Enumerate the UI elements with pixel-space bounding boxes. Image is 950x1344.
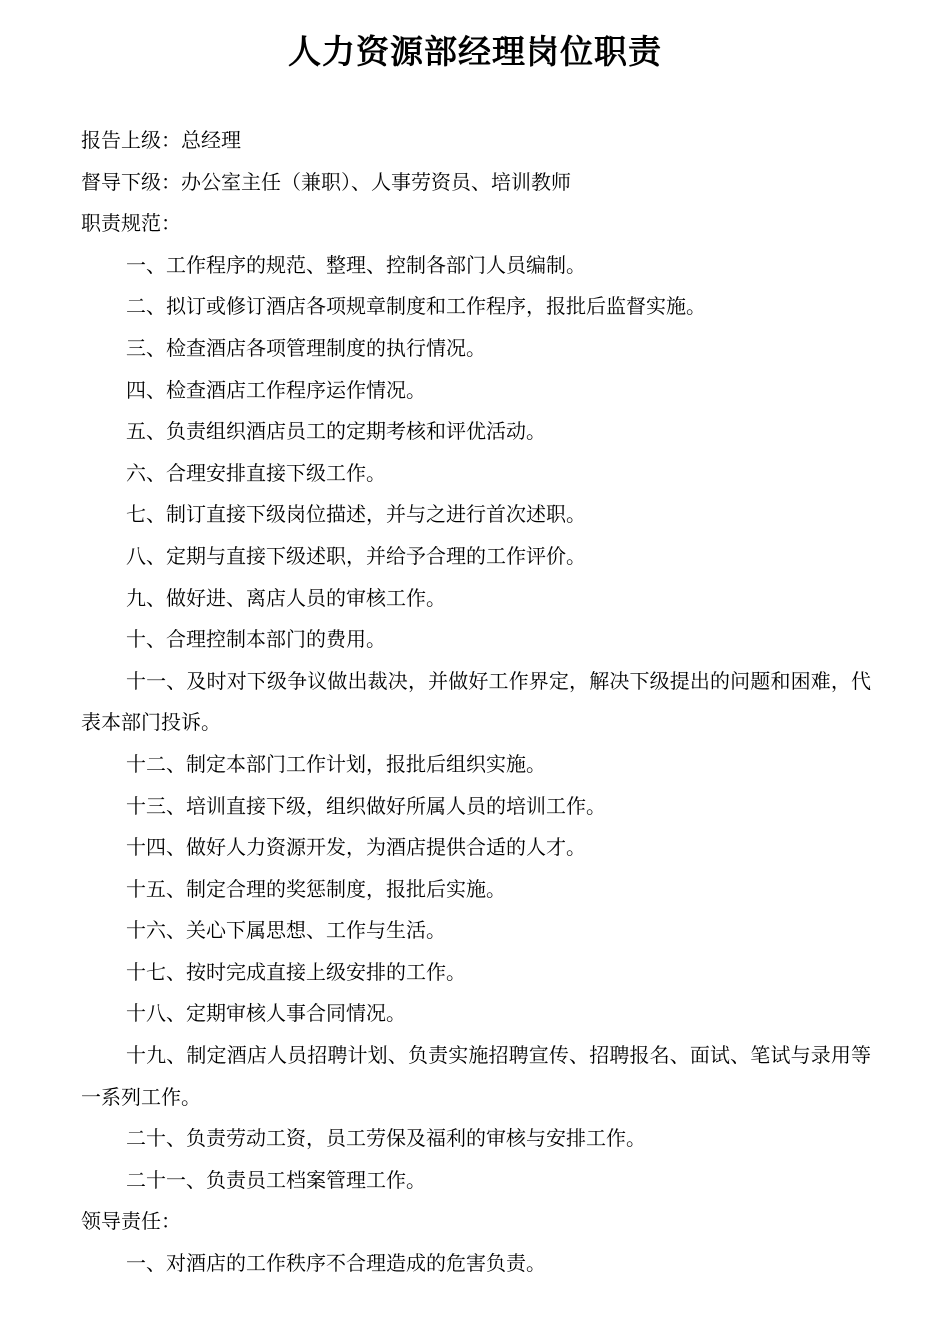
document-title: 人力资源部经理岗位职责 — [288, 32, 662, 71]
duty-item: 十、合理控制本部门的费用。 — [126, 627, 386, 652]
duty-item: 十八、定期审核人事合同情况。 — [126, 1001, 406, 1026]
duty-item: 十三、培训直接下级，组织做好所属人员的培训工作。 — [126, 793, 606, 818]
duty-item: 三、检查酒店各项管理制度的执行情况。 — [126, 335, 486, 360]
duty-item: 二十一、负责员工档案管理工作。 — [126, 1167, 426, 1192]
duties-heading: 职责规范： — [81, 211, 181, 236]
leadership-heading: 领导责任： — [81, 1209, 181, 1234]
duty-item: 二十、负责劳动工资，员工劳保及福利的审核与安排工作。 — [126, 1126, 646, 1151]
duty-item: 十一、及时对下级争议做出裁决，并做好工作界定，解决下级提出的问题和困难，代表本部门投诉。 — [81, 668, 871, 735]
duty-item: 十五、制定合理的奖惩制度，报批后实施。 — [126, 876, 506, 901]
duty-item: 八、定期与直接下级述职，并给予合理的工作评价。 — [126, 543, 586, 568]
duty-item: 十六、关心下属思想、工作与生活。 — [126, 918, 446, 943]
duty-item: 五、负责组织酒店员工的定期考核和评优活动。 — [126, 419, 546, 444]
duty-item: 二、拟订或修订酒店各项规章制度和工作程序，报批后监督实施。 — [126, 294, 706, 319]
duty-item: 一、工作程序的规范、整理、控制各部门人员编制。 — [126, 252, 586, 277]
report-to-line: 报告上级：总经理 — [81, 128, 241, 152]
supervise-line: 督导下级：办公室主任（兼职）、人事劳资员、培训教师 — [81, 169, 571, 194]
duty-item: 十二、制定本部门工作计划，报批后组织实施。 — [126, 751, 546, 776]
duty-item: 七、制订直接下级岗位描述，并与之进行首次述职。 — [126, 502, 586, 527]
duty-item: 十四、做好人力资源开发，为酒店提供合适的人才。 — [126, 835, 586, 860]
duty-item: 六、合理安排直接下级工作。 — [126, 460, 386, 485]
duty-item: 十七、按时完成直接上级安排的工作。 — [126, 959, 466, 984]
duty-item: 九、做好进、离店人员的审核工作。 — [126, 585, 446, 610]
duty-item: 四、检查酒店工作程序运作情况。 — [126, 377, 426, 402]
leadership-item: 一、对酒店的工作秩序不合理造成的危害负责。 — [126, 1251, 546, 1276]
duty-item: 十九、制定酒店人员招聘计划、负责实施招聘宣传、招聘报名、面试、笔试与录用等一系列工作。 — [81, 1043, 871, 1109]
document-body — [81, 120, 871, 1285]
